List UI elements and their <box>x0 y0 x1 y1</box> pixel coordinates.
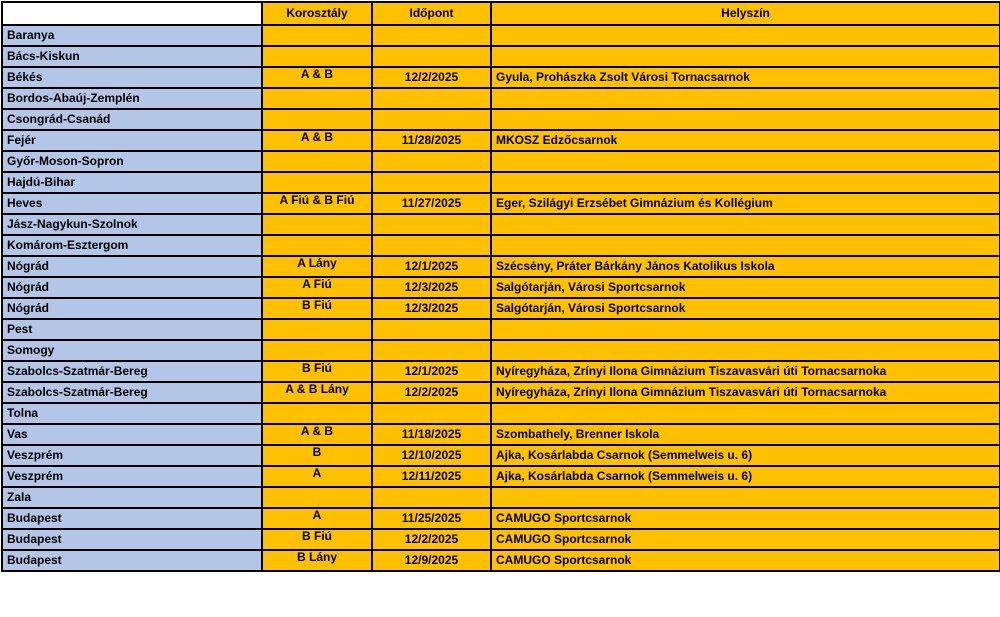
county-cell[interactable]: Zala <box>2 487 262 508</box>
county-cell[interactable]: Komárom-Esztergom <box>2 235 262 256</box>
age-group-cell[interactable] <box>262 445 372 466</box>
county-cell[interactable]: Budapest <box>2 508 262 529</box>
date-cell[interactable]: 11/27/2025 <box>372 193 491 214</box>
date-cell[interactable] <box>372 214 491 235</box>
age-group-cell[interactable] <box>262 256 372 277</box>
table-row <box>2 277 1000 298</box>
age-group-text: A & B <box>300 130 334 144</box>
county-cell[interactable]: Bács-Kiskun <box>2 46 262 67</box>
venue-cell[interactable] <box>491 319 1000 340</box>
age-group-cell[interactable] <box>262 319 372 340</box>
age-group-cell[interactable] <box>262 508 372 529</box>
venue-cell[interactable]: Salgótarján, Városi Sportcsarnok <box>491 298 1000 319</box>
header-age-group[interactable]: Korosztály <box>262 2 372 25</box>
table-row <box>2 424 1000 445</box>
venue-cell[interactable]: Salgótarján, Városi Sportcsarnok <box>491 277 1000 298</box>
date-cell[interactable]: 11/25/2025 <box>372 508 491 529</box>
county-cell[interactable]: Jász-Nagykun-Szolnok <box>2 214 262 235</box>
venue-cell[interactable]: CAMUGO Sportcsarnok <box>491 550 1000 571</box>
county-cell[interactable]: Somogy <box>2 340 262 361</box>
table-body <box>2 25 1000 571</box>
date-cell[interactable]: 12/2/2025 <box>372 382 491 403</box>
table-row <box>2 340 1000 361</box>
age-group-text: A Fiú <box>302 277 332 291</box>
county-cell[interactable]: Vas <box>2 424 262 445</box>
age-group-text: A Fiú & B Fiú <box>279 193 355 207</box>
venue-cell[interactable]: Eger, Szilágyi Erzsébet Gimnázium és Kollégium <box>491 193 1000 214</box>
age-group-text: B Fiú <box>302 361 332 375</box>
table-row <box>2 109 1000 130</box>
venue-cell[interactable] <box>491 172 1000 193</box>
age-group-cell[interactable] <box>262 277 372 298</box>
age-group-cell[interactable] <box>262 403 372 424</box>
date-cell[interactable] <box>372 340 491 361</box>
date-cell[interactable] <box>372 487 491 508</box>
age-group-cell[interactable] <box>262 88 372 109</box>
date-cell[interactable] <box>372 235 491 256</box>
age-group-text: B <box>312 445 322 459</box>
venue-cell[interactable]: Nyíregyháza, Zrínyi Ilona Gimnázium Tiszavasvári úti Tornacsarnoka <box>491 382 1000 403</box>
county-cell[interactable]: Veszprém <box>2 445 262 466</box>
age-group-cell[interactable] <box>262 529 372 550</box>
county-cell[interactable]: Hajdú-Bihar <box>2 172 262 193</box>
date-cell[interactable]: 12/3/2025 <box>372 277 491 298</box>
county-cell[interactable]: Heves <box>2 193 262 214</box>
table-row <box>2 214 1000 235</box>
age-group-cell[interactable] <box>262 340 372 361</box>
table-row <box>2 46 1000 67</box>
table-row <box>2 445 1000 466</box>
age-group-cell[interactable] <box>262 172 372 193</box>
venue-cell[interactable]: Szombathely, Brenner Iskola <box>491 424 1000 445</box>
age-group-text: B Lány <box>296 550 337 564</box>
age-group-text: A & B Lány <box>285 382 349 396</box>
venue-cell[interactable] <box>491 403 1000 424</box>
age-group-text: B Fiú <box>302 529 332 543</box>
date-cell[interactable]: 12/9/2025 <box>372 550 491 571</box>
table-row <box>2 25 1000 46</box>
schedule-table <box>1 1 1000 572</box>
venue-cell[interactable] <box>491 88 1000 109</box>
header-county[interactable] <box>2 2 262 25</box>
age-group-cell[interactable] <box>262 67 372 88</box>
county-cell[interactable]: Nógrád <box>2 298 262 319</box>
table-row <box>2 319 1000 340</box>
age-group-cell[interactable] <box>262 151 372 172</box>
table-row <box>2 256 1000 277</box>
county-cell[interactable]: Csongrád-Csanád <box>2 109 262 130</box>
venue-cell[interactable]: MKOSZ Edzőcsarnok <box>491 130 1000 151</box>
county-cell[interactable]: Bordos-Abaúj-Zemplén <box>2 88 262 109</box>
date-cell[interactable]: 12/10/2025 <box>372 445 491 466</box>
county-cell[interactable]: Nógrád <box>2 277 262 298</box>
age-group-cell[interactable] <box>262 46 372 67</box>
header-row <box>2 2 1000 25</box>
age-group-cell[interactable] <box>262 109 372 130</box>
table-row <box>2 193 1000 214</box>
county-cell[interactable]: Győr-Moson-Sopron <box>2 151 262 172</box>
venue-cell[interactable]: Ajka, Kosárlabda Csarnok (Semmelweis u. 6) <box>491 466 1000 487</box>
table-row <box>2 403 1000 424</box>
date-cell[interactable] <box>372 172 491 193</box>
table-row <box>2 130 1000 151</box>
county-cell[interactable]: Szabolcs-Szatmár-Bereg <box>2 382 262 403</box>
venue-cell[interactable] <box>491 235 1000 256</box>
date-cell[interactable] <box>372 319 491 340</box>
age-group-cell[interactable] <box>262 466 372 487</box>
date-cell[interactable] <box>372 46 491 67</box>
age-group-cell[interactable] <box>262 130 372 151</box>
county-cell[interactable]: Pest <box>2 319 262 340</box>
age-group-cell[interactable] <box>262 487 372 508</box>
date-cell[interactable] <box>372 403 491 424</box>
county-cell[interactable]: Szabolcs-Szatmár-Bereg <box>2 361 262 382</box>
table-row <box>2 88 1000 109</box>
date-cell[interactable]: 12/1/2025 <box>372 256 491 277</box>
venue-cell[interactable] <box>491 214 1000 235</box>
age-group-cell[interactable] <box>262 424 372 445</box>
venue-cell[interactable]: Ajka, Kosárlabda Csarnok (Semmelweis u. 6) <box>491 445 1000 466</box>
table-row <box>2 235 1000 256</box>
table-row <box>2 487 1000 508</box>
table-row <box>2 508 1000 529</box>
venue-cell[interactable] <box>491 25 1000 46</box>
age-group-text: A & B <box>300 67 334 81</box>
date-cell[interactable]: 11/18/2025 <box>372 424 491 445</box>
date-cell[interactable] <box>372 109 491 130</box>
venue-cell[interactable]: CAMUGO Sportcsarnok <box>491 508 1000 529</box>
county-cell[interactable]: Budapest <box>2 550 262 571</box>
table-row <box>2 550 1000 571</box>
venue-cell[interactable] <box>491 46 1000 67</box>
date-cell[interactable]: 12/2/2025 <box>372 67 491 88</box>
date-cell[interactable]: 12/11/2025 <box>372 466 491 487</box>
venue-cell[interactable]: CAMUGO Sportcsarnok <box>491 529 1000 550</box>
county-cell[interactable]: Békés <box>2 67 262 88</box>
age-group-cell[interactable] <box>262 235 372 256</box>
age-group-text: A & B <box>300 424 334 438</box>
date-cell[interactable] <box>372 88 491 109</box>
county-cell[interactable]: Fejér <box>2 130 262 151</box>
date-cell[interactable]: 11/28/2025 <box>372 130 491 151</box>
date-cell[interactable]: 12/2/2025 <box>372 529 491 550</box>
age-group-cell[interactable] <box>262 214 372 235</box>
table-row <box>2 151 1000 172</box>
venue-cell[interactable] <box>491 151 1000 172</box>
county-cell[interactable]: Nógrád <box>2 256 262 277</box>
age-group-cell[interactable] <box>262 25 372 46</box>
age-group-text: A Lány <box>297 256 337 270</box>
date-cell[interactable] <box>372 151 491 172</box>
table-row <box>2 361 1000 382</box>
venue-cell[interactable]: Nyíregyháza, Zrínyi Ilona Gimnázium Tiszavasvári úti Tornacsarnoka <box>491 361 1000 382</box>
table-row <box>2 172 1000 193</box>
age-group-cell[interactable] <box>262 193 372 214</box>
county-cell[interactable]: Baranya <box>2 25 262 46</box>
venue-cell[interactable] <box>491 340 1000 361</box>
age-group-text: B Fiú <box>302 298 332 312</box>
date-cell[interactable]: 12/1/2025 <box>372 361 491 382</box>
table-row <box>2 466 1000 487</box>
venue-cell[interactable]: Gyula, Prohászka Zsolt Városi Tornacsarnok <box>491 67 1000 88</box>
county-cell[interactable]: Budapest <box>2 529 262 550</box>
header-date[interactable]: Időpont <box>372 2 491 25</box>
table-row <box>2 298 1000 319</box>
table-row <box>2 529 1000 550</box>
age-group-cell[interactable] <box>262 298 372 319</box>
header-venue[interactable]: Helyszín <box>491 2 1000 25</box>
table-header <box>2 2 1000 25</box>
age-group-cell[interactable] <box>262 550 372 571</box>
age-group-text: A <box>312 466 322 480</box>
venue-cell[interactable]: Szécsény, Práter Bárkány János Katolikus Iskola <box>491 256 1000 277</box>
age-group-cell[interactable] <box>262 361 372 382</box>
county-cell[interactable]: Veszprém <box>2 466 262 487</box>
venue-cell[interactable] <box>491 109 1000 130</box>
table-row <box>2 67 1000 88</box>
age-group-cell[interactable] <box>262 382 372 403</box>
venue-cell[interactable] <box>491 487 1000 508</box>
table-row <box>2 382 1000 403</box>
date-cell[interactable]: 12/3/2025 <box>372 298 491 319</box>
county-cell[interactable]: Tolna <box>2 403 262 424</box>
age-group-text: A <box>312 508 322 522</box>
date-cell[interactable] <box>372 25 491 46</box>
